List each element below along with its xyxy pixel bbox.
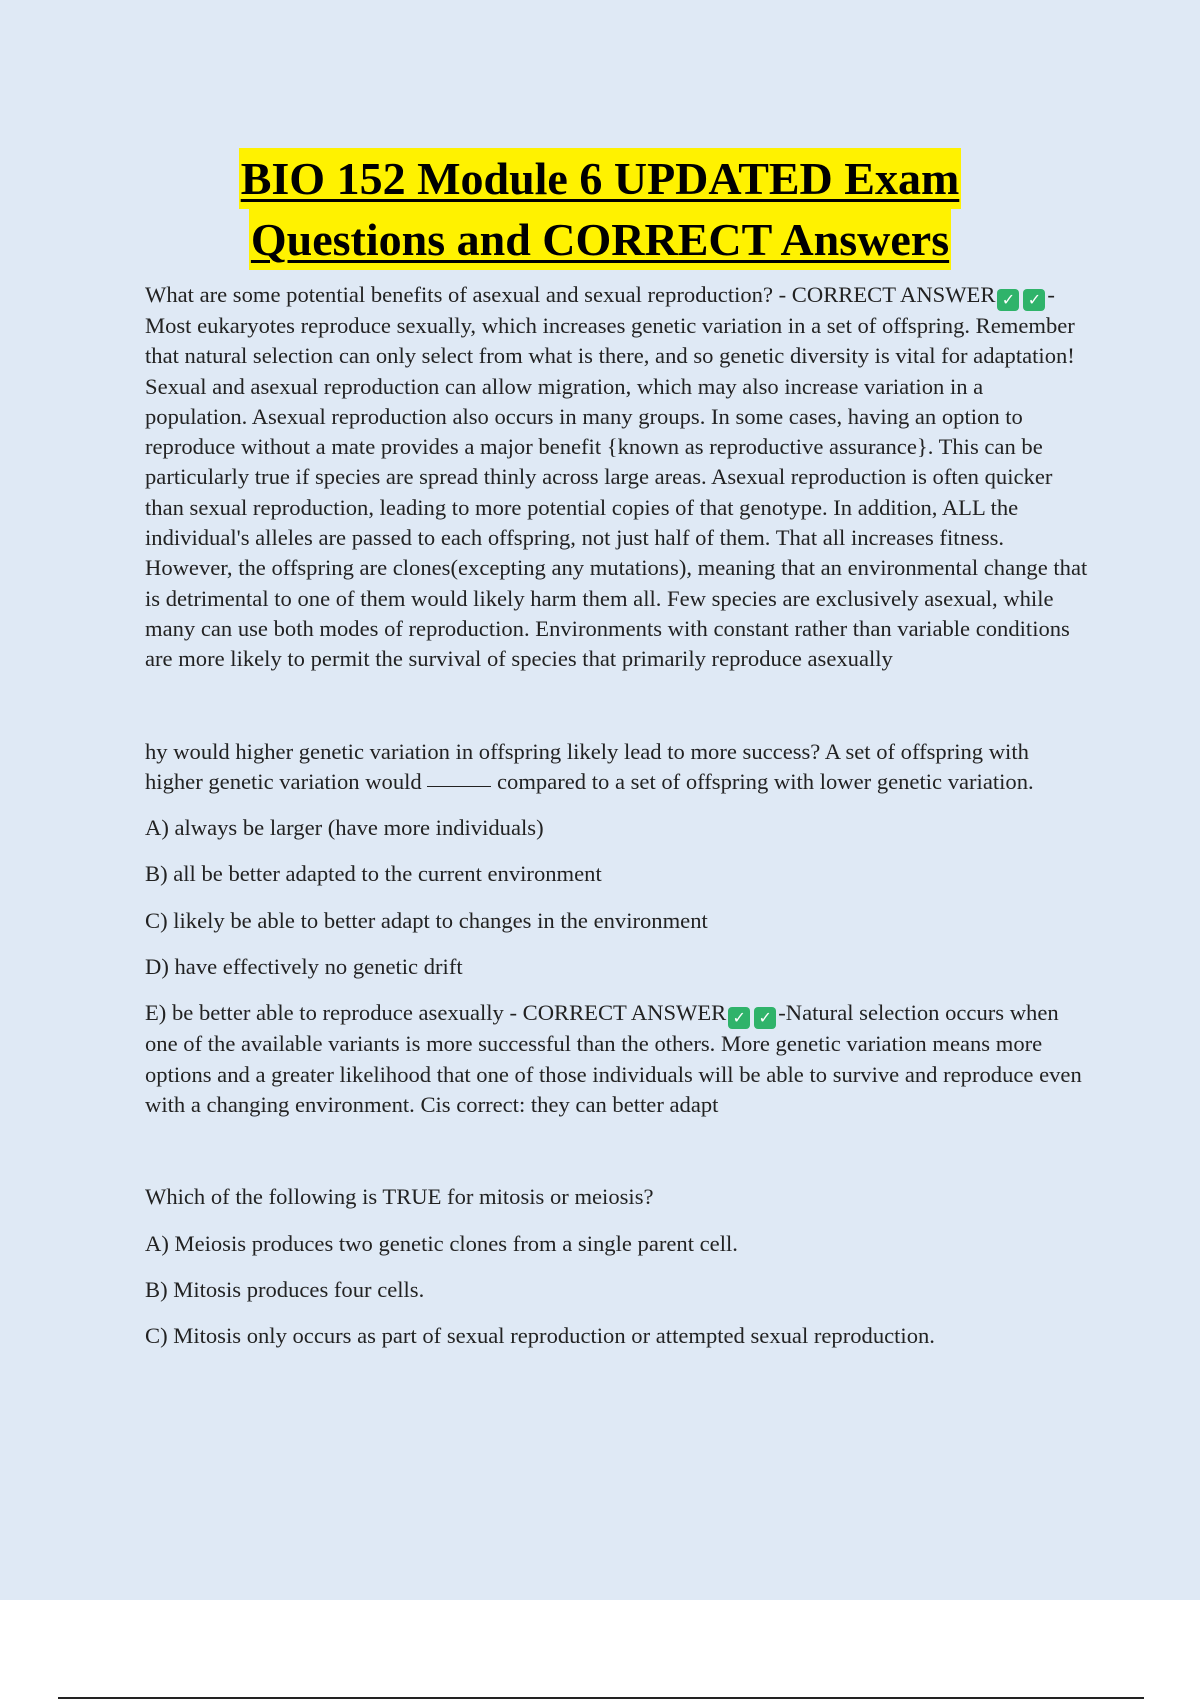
question-3-option-a: A) Meiosis produces two genetic clones from a single parent cell. bbox=[145, 1230, 738, 1256]
answer-blank bbox=[427, 786, 491, 787]
question-2-option-d: D) have effectively no genetic drift bbox=[145, 954, 463, 980]
question-2-text-part1: hy would higher genetic variation in offspring likely lead to more success? A set of offspring with higher genetic variation would bbox=[145, 738, 1029, 794]
question-2-option-a: A) always be larger (have more individuals) bbox=[145, 815, 544, 841]
title-line-1: BIO 152 Module 6 UPDATED Exam bbox=[239, 148, 962, 209]
question-1 bbox=[145, 280, 1090, 675]
check-icon: ✓ bbox=[997, 289, 1019, 311]
question-3-option-c: C) Mitosis only occurs as part of sexual reproduction or attempted sexual reproduction. bbox=[145, 1323, 935, 1349]
question-2-option-b: B) all be better adapted to the current environment bbox=[145, 861, 602, 887]
question-2-option-e: E) be better able to reproduce asexually - CORRECT ANSWER bbox=[145, 1000, 727, 1026]
question-3-option-b: B) Mitosis produces four cells. bbox=[145, 1276, 425, 1302]
question-1-text: What are some potential benefits of asexual and sexual reproduction? - CORRECT ANSWER bbox=[145, 282, 996, 307]
footer-divider bbox=[58, 1697, 1144, 1699]
question-2-option-c: C) likely be able to better adapt to changes in the environment bbox=[145, 907, 708, 933]
answer-2-text: -Natural selection occurs when one of the available variants is more successful than the others. More genetic variation means more options and a greater likelihood that one of those individuals will be able to survive and reproduce even with a changing environment. Cis correct: they can better adapt bbox=[145, 1000, 1082, 1117]
check-icon: ✓ bbox=[728, 1007, 750, 1029]
check-icon: ✓ bbox=[754, 1007, 776, 1029]
title-line-2: Questions and CORRECT Answers bbox=[249, 209, 951, 270]
question-2-option-e-answer bbox=[145, 998, 1090, 1120]
answer-1-text: -Most eukaryotes reproduce sexually, which increases genetic variation in a set of offspring. Remember that natural selection can only select from what is there, and so genetic diversity is vital for adaptation! Sexual and asexual reproduction can allow migration, which may also increase variation in a population. Asexual reproduction also occurs in many groups. In some cases, having an option to reproduce without a mate provides a major benefit {known as reproductive assurance}. This can be particularly true if species are spread thinly across large areas. Asexual reproduction is often quicker than sexual reproduction, leading to more potential copies of that genotype. In addition, ALL the individual's alleles are passed to each offspring, not just half of them. That all increases fitness. However, the offspring are clones(excepting any mutations), meaning that an environmental change that is detrimental to one of them would likely harm them all. Few species are exclusively asexual, while many can use both modes of reproduction. Environments with constant rather than variable conditions are more likely to permit the survival of species that primarily reproduce asexually bbox=[145, 282, 1088, 672]
question-2 bbox=[145, 737, 1090, 798]
question-2-text-part2: compared to a set of offspring with lower genetic variation. bbox=[497, 768, 1034, 794]
question-3: Which of the following is TRUE for mitosis or meiosis? bbox=[145, 1184, 654, 1210]
document-content bbox=[145, 280, 1090, 1351]
document-title bbox=[0, 148, 1200, 270]
check-icon: ✓ bbox=[1023, 289, 1045, 311]
